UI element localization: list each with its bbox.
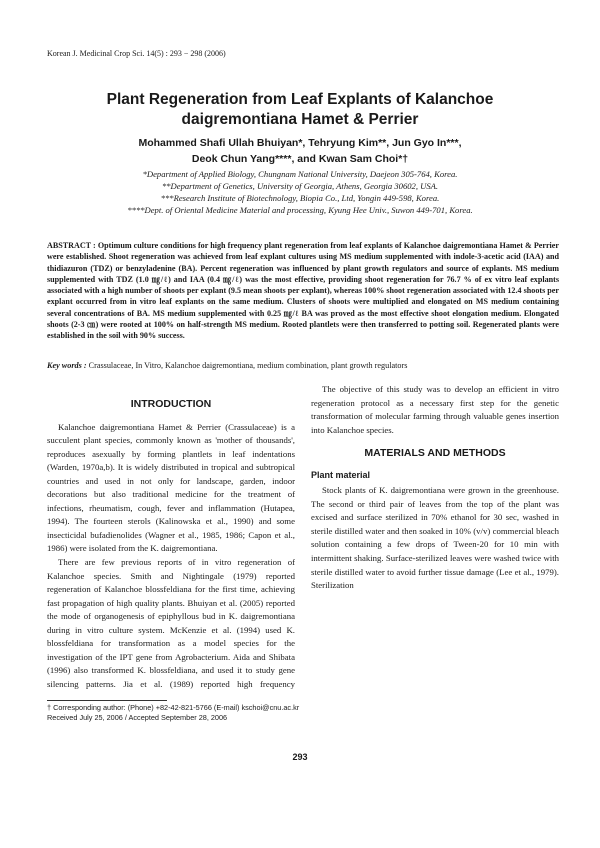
intro-heading: INTRODUCTION xyxy=(130,398,212,410)
title-line-2: daigremontiana Hamet & Perrier xyxy=(181,111,419,128)
footnote-rule xyxy=(47,700,167,701)
affiliation-4: ****Dept. of Oriental Medicine Material and processing, Kyung Hee Univ., Suwon 449-701, Korea. xyxy=(127,205,473,215)
received-accepted: Received July 25, 2006 / Accepted September 28, 2006 xyxy=(47,713,228,723)
affiliation-2: **Department of Genetics, University of Georgia, Athens, Georgia 30602, USA. xyxy=(161,181,439,191)
page-number: 293 xyxy=(292,752,308,762)
affiliation-3: ***Research Institute of Biotechnology, Biopia Co., Ltd, Yongin 449-598, Korea. xyxy=(160,193,440,203)
intro-paragraph-2: There are few previous reports of in vitro regeneration of Kalanchoe species. Smith and Nightingale (1979) reported regeneration of Kalanchoe blossfeldiana for the first time, achieving fast propagation of high quality plants. Bhuiyan et al. (2005) reported the mode of organogenesis of epiphyllous bud in K. daigremontiana during in vitro culture system. McKenzie et al. (1994) used K. blossfeldiana for transformation as a model species for the investigation of the IPT gene from Agrobacterium. Aida and Shibata (1996) also transformed K. blossfeldiana, and used it to study gene silencing patterns. Jia et al. (1989) reported high frequency xyxy=(47,557,295,689)
keywords-text: Crassulaceae, In Vitro, Kalanchoe daigremontiana, medium combination, plant growth regulators xyxy=(88,361,408,370)
footnote xyxy=(47,703,299,723)
authors-line-2: Deok Chun Yang****, and Kwan Sam Choi*† xyxy=(191,153,409,165)
abstract xyxy=(47,240,559,342)
intro-paragraph-1: Kalanchoe daigremontiana Hamet & Perrier (Crassulaceae) is a succulent plant species, commonly known as 'mother of thousands', reproduces asexually by forming plantlets in leaf indentations (Warden, 1970a,b). It is widely distributed in tropical and subtropical countries and used in not only for landscape, garden, indoor decorations but also traditional medicine for the treatment of infections, rheumatism, cough, fever and inflammation (Hutapea, 1994). The fourteen sterols (Kalinowska et al., 1990) and some insecticidal bufadienolides (Wagner et al., 1985, 1986; Capon et al., 1986) were isolated from the K. daigremontiana. xyxy=(47,421,295,554)
plant-material-subheading: Plant material xyxy=(311,469,371,480)
title-line-1: Plant Regeneration from Leaf Explants of Kalanchoe xyxy=(106,91,494,108)
keywords-label: Key words : xyxy=(47,361,87,370)
authors-line-1: Mohammed Shafi Ullah Bhuiyan*, Tehryung Kim**, Jun Gyo In***, xyxy=(138,137,462,149)
author-list xyxy=(40,135,560,167)
methods-paragraph-1: Stock plants of K. daigremontiana were grown in the greenhouse. The second or third pair of leaves from the top of the plant was excised and surface sterilized in 70% ethanol for 30 sec, washed in sterile distilled water and then soaked in 10% (v/v) commercial bleach solution containing a few drops of Tween-20 for 10 min with intermittent shaking. Surface-sterilized leaves were washed twice with sterile distilled water to avoid further tissue damage (Lee et al., 1979). Sterilization xyxy=(311,485,559,591)
keywords xyxy=(47,361,559,370)
affiliations xyxy=(40,168,560,216)
methods-heading: MATERIALS AND METHODS xyxy=(364,447,506,460)
intro-paragraph-3: The objective of this study was to develop an efficient in vitro regeneration protocol as a necessary first step for the genetic transformation of molecular farming through valuable genes insertion into Kalanchoe species. xyxy=(311,384,559,435)
body-columns xyxy=(0,384,600,698)
journal-header: Korean J. Medicinal Crop Sci. 14(5) : 293 − 298 (2006) xyxy=(47,49,226,58)
right-column xyxy=(311,383,559,593)
affiliation-1: *Department of Applied Biology, Chungnam National University, Daejeon 305-764, Korea. xyxy=(142,169,458,179)
left-column xyxy=(47,398,295,690)
abstract-text: Optimum culture conditions for high frequency plant regeneration from leaf explants of Kalanchoe daigremontiana Hamet & Perrier were established. Shoot regeneration was achieved from leaf explant cultures using MS medium supplemented with indole-3-acetic acid (IAA) and thidiazuron (TDZ) or benzyladenine (BA). Percent regeneration was influenced by plant growth regulators and source of explants. MS medium supplemented with TDZ (1.0 ㎎/ℓ) and IAA (0.4 ㎎/ℓ) was the most effective, providing shoot regeneration for 76.7 % of ex vitro leaf explants associated with a high number of shoots per explant (9.5 mean shoots per explant), whereas 100% shoot regeneration associated with 12.4 shoots per explant occurred from in vitro leaf explants on the same medium. Clusters of shoots were multiplied and elongated on MS medium containing several concentrations of BA. MS medium supplemented with 0.25 ㎎/ℓ BA was proved as the most effective shoot elongation medium. Elongated shoots (2-3 ㎝) were rooted at 100% on half-strength MS medium. Rooted plantlets were then transferred to potting soil. Regenerated plants were established in the soil with 90% success. xyxy=(47,241,559,341)
paper-title xyxy=(40,90,560,130)
corresponding-author: † Corresponding author: (Phone) +82-42-821-5766 (E-mail) kschoi@cnu.ac.kr xyxy=(47,703,300,712)
abstract-label: ABSTRACT : xyxy=(47,241,96,250)
